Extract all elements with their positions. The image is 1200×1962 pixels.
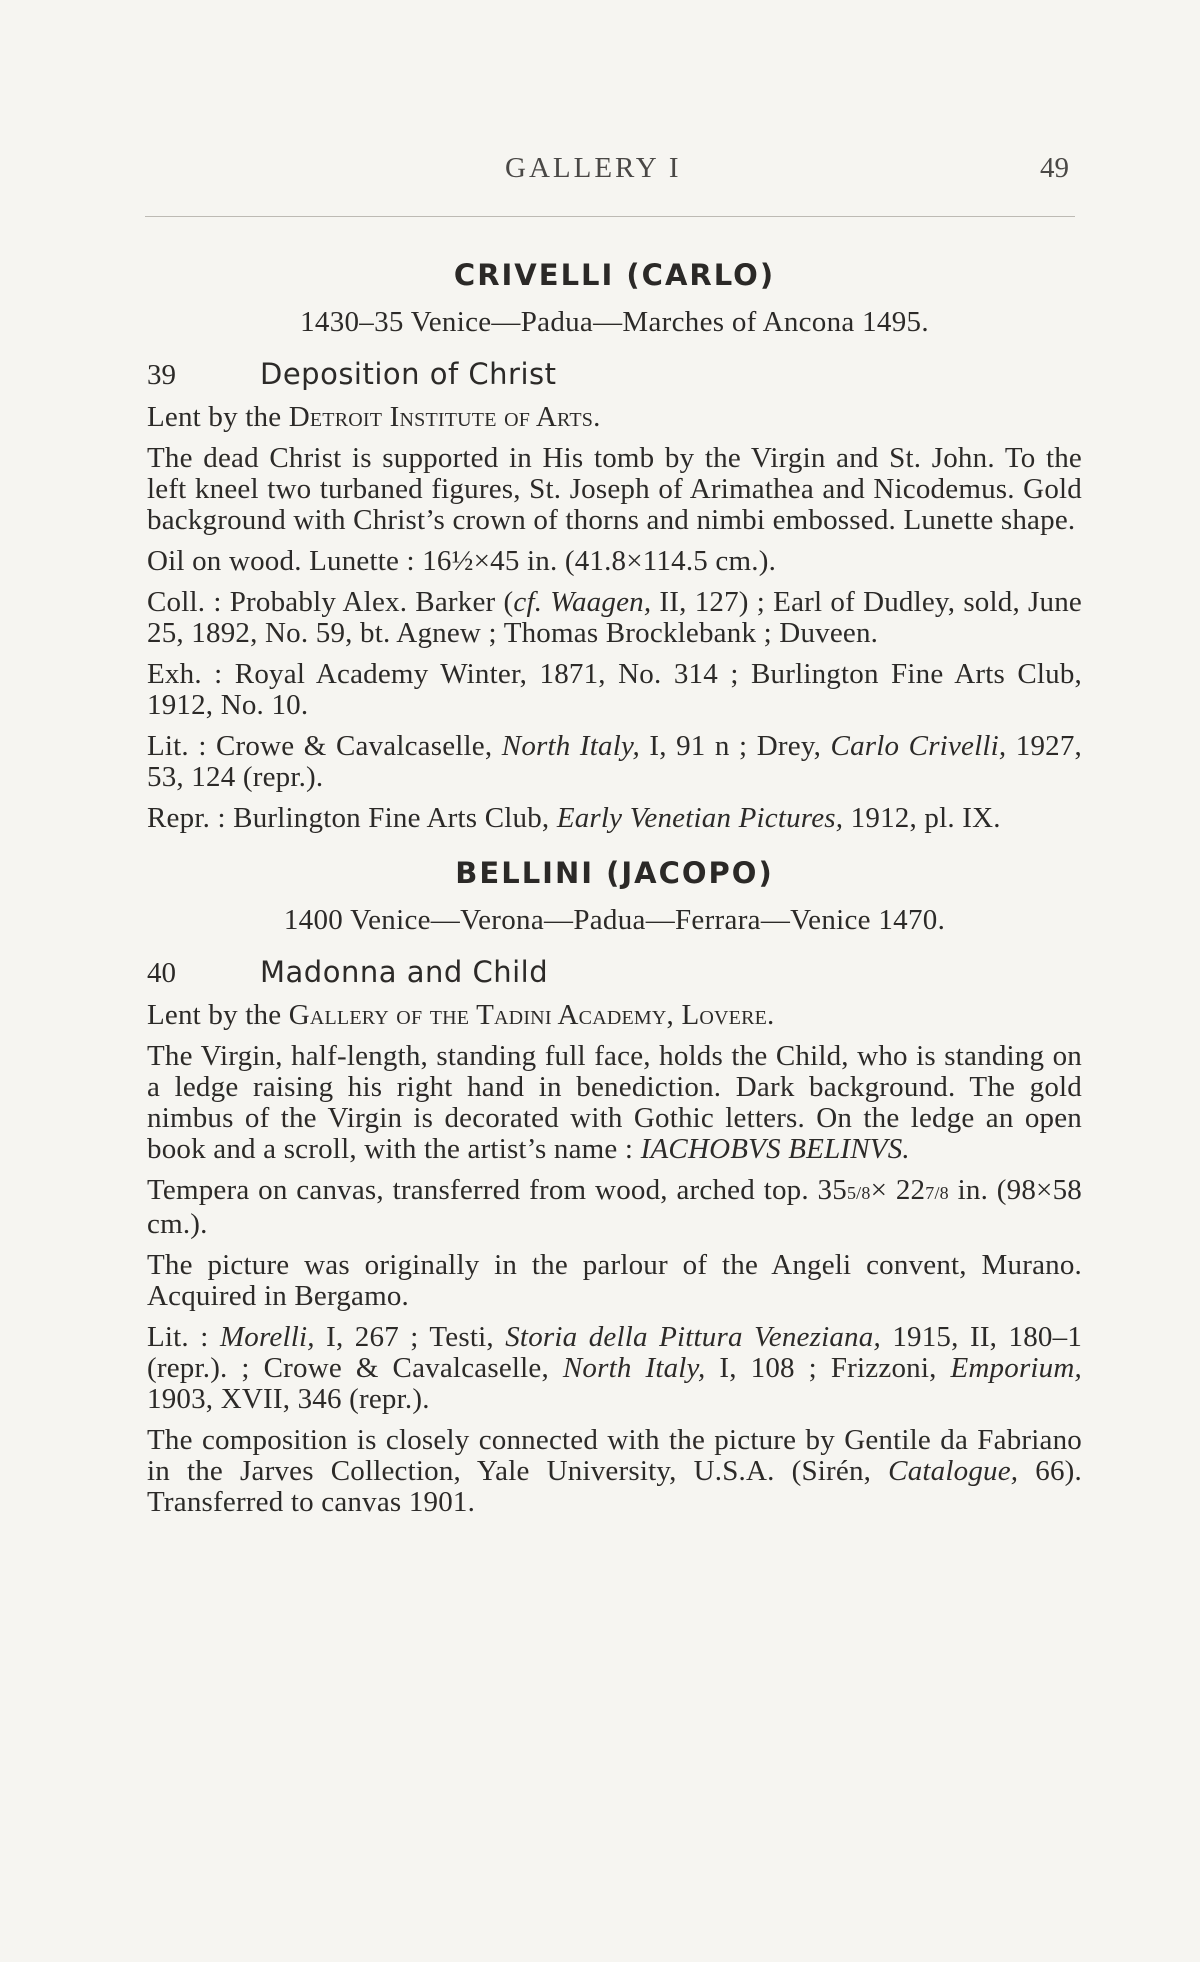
repr-italic: Early Venetian Pictures, — [556, 802, 844, 834]
entry-reproduction — [147, 803, 1082, 834]
fraction: 5/8 — [846, 1183, 871, 1203]
running-head — [0, 152, 1200, 192]
lit-text: 1927, 53, 124 (repr.). — [147, 730, 1082, 793]
lent-prefix: Lent by the — [147, 999, 289, 1031]
lit-text: I, 267 ; Testi, — [314, 1321, 506, 1353]
entry-description: The dead Christ is supported in His tomb by the Virgin and St. John. To the left kneel two turbaned figures, St. Joseph of Arimathea and Nicodemus. Gold background with Christ’s crown of thorns and nimbi embossed. Lunette shape. — [147, 442, 1082, 536]
entry-literature — [147, 1322, 1082, 1415]
fraction: 7/8 — [925, 1183, 949, 1203]
lit-italic: Morelli, — [219, 1321, 315, 1353]
lit-text: Lit. : Crowe & Cavalcaselle, — [147, 730, 502, 762]
header-rule — [145, 216, 1075, 217]
lit-text: I, 108 ; Frizzoni, — [705, 1352, 951, 1384]
lent-by-line — [147, 402, 1082, 433]
lit-italic: Storia della Pittura Veneziana, — [505, 1321, 881, 1353]
artist-dates-crivelli: 1430–35 Venice—Padua—Marches of Ancona 1495. — [300, 306, 929, 338]
lit-italic: Carlo Crivelli, — [830, 730, 1007, 762]
medium-text: in. (98×58 cm.). — [147, 1174, 1082, 1240]
coll-italic: cf. Waagen, — [513, 586, 652, 618]
entry-exhibition: Exh. : Royal Academy Winter, 1871, No. 314 ; Burlington Fine Arts Club, 1912, No. 10. — [147, 658, 1082, 721]
lit-text: I, 91 n ; Drey, — [639, 730, 831, 762]
artist-inscription: IACHOBVS BELINVS. — [640, 1133, 910, 1165]
note-italic: Catalogue, — [888, 1455, 1019, 1487]
entry-literature — [147, 731, 1082, 793]
entry-header-39 — [147, 357, 1082, 392]
lent-by-line — [147, 1000, 1082, 1031]
repr-text: Repr. : Burlington Fine Arts Club, — [147, 802, 557, 834]
entry-number: 39 — [147, 359, 176, 391]
page-body — [147, 258, 1082, 1518]
entry-medium — [147, 1175, 1082, 1240]
note-text: The composition is closely connected with the picture by Gentile da Fabriano in the Jarves Collection, Yale University, U.S.A. (Sirén, — [147, 1424, 1082, 1487]
medium-text: Tempera on canvas, transferred from wood, arched top. 35 — [147, 1174, 847, 1206]
entry-provenance: The picture was originally in the parlour of the Angeli convent, Murano. Acquired in Bergamo. — [147, 1249, 1082, 1312]
repr-text: 1912, pl. IX. — [843, 802, 1001, 834]
entry-medium: Oil on wood. Lunette : 16½×45 in. (41.8×114.5 cm.). — [147, 545, 777, 577]
lit-text: Lit. : — [147, 1321, 220, 1353]
lit-italic: Emporium, — [950, 1352, 1082, 1384]
lit-text: 1915, II, 180–1 (repr.). ; Crowe & Cavalcaselle, — [147, 1321, 1083, 1384]
desc-text: The Virgin, half-length, standing full face, holds the Child, who is standing on a ledge raising his right hand in benediction. Dark background. The gold nimbus of the Virgin is decorated with Gothic letters. On the ledge an open book and a scroll, with the artist’s name : — [147, 1040, 1082, 1165]
lent-prefix: Lent by the — [147, 401, 289, 433]
running-title: GALLERY I — [505, 152, 682, 184]
lender-name: Detroit Institute of Arts. — [288, 401, 601, 433]
entry-number: 40 — [147, 957, 176, 989]
entry-collection — [147, 587, 1082, 649]
lit-italic: North Italy, — [501, 730, 640, 762]
artist-heading-crivelli: CRIVELLI (CARLO) — [453, 258, 776, 292]
artist-dates-bellini: 1400 Venice—Verona—Padua—Ferrara—Venice 1470. — [283, 904, 946, 936]
note-text: 66). Transferred to canvas 1901. — [147, 1455, 1082, 1518]
lit-italic: North Italy, — [562, 1352, 706, 1384]
entry-description — [147, 1041, 1082, 1165]
medium-text: × 22 — [870, 1174, 926, 1206]
entry-title: Madonna and Child — [260, 955, 549, 989]
page-number: 49 — [1040, 152, 1069, 184]
coll-text: Coll. : Probably Alex. Barker ( — [147, 586, 514, 618]
artist-heading-bellini: BELLINI (JACOPO) — [455, 856, 774, 890]
lit-text: 1903, XVII, 346 (repr.). — [147, 1383, 430, 1415]
lender-name: Gallery of the Tadini Academy, Lovere. — [288, 999, 775, 1031]
entry-title: Deposition of Christ — [260, 357, 557, 391]
entry-header-40 — [147, 955, 1082, 990]
entry-note — [147, 1425, 1082, 1518]
coll-text-rest: II, 127) ; Earl of Dudley, sold, June 25, 1892, No. 59, bt. Agnew ; Thomas Brocklebank ; Duveen. — [147, 586, 1082, 649]
